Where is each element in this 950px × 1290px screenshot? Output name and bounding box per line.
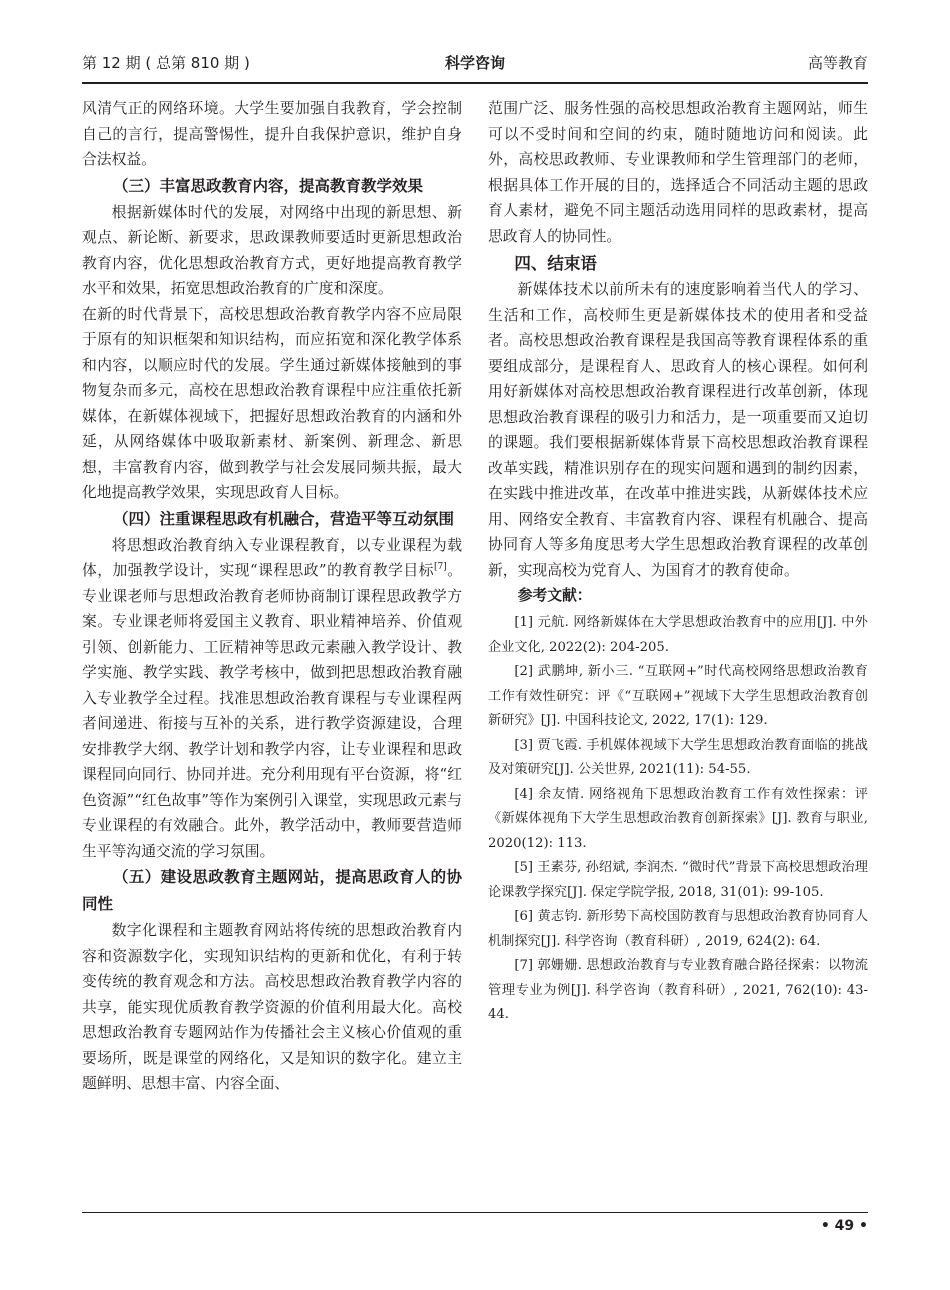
reference-list [488, 611, 868, 1028]
footer-rule [82, 1212, 868, 1213]
paragraph-text: 。专业课老师与思想政治教育老师协商制订课程思政教学方案。专业课老师将爱国主义教育、职业精神培养、价值观引领、创新能力、工匠精神等思政元素融入教学设计、教学实施、教学实践、教学考核中，做到把思想政治教育融入专业教学全过程。找准思想政治教育课程与专业课程两者间递进、衔接与互补的关系，进行教学资源建设，合理安排教学大纲、教学计划和教学内容，让专业课程和思政课程同向同行、协同并进。充分利用现有平台资源，将“红色资源”“红色故事”等作为案例引入课堂，实现思政元素与专业课程的有效融合。此外，教学活动中，教师要营造师生平等沟通交流的学习氛围。 [82, 562, 462, 860]
section-heading-3: （三）丰富思政教育内容，提高教育教学效果 [113, 176, 424, 195]
paragraph [82, 533, 462, 865]
section-heading-4: （四）注重课程思政有机融合，营造平等互动氛围 [113, 509, 455, 528]
running-header [82, 52, 868, 78]
citation-ref[interactable]: [7] [433, 562, 447, 573]
right-column [488, 96, 868, 1028]
reference-item: [2] 武鹏坤, 新小三. “互联网+”时代高校网络思想政治教育工作有效性研究：评《“互联网+”视域下大学生思想政治教育创新研究》[J]. 中国科技论文, 2022, 17(1): 129. [488, 664, 868, 728]
reference-item: [3] 贾飞霞. 手机媒体视域下大学生思想政治教育面临的挑战及对策研究[J]. 公关世界, 2021(11): 54-55. [488, 737, 868, 777]
paragraph: 新媒体技术以前所未有的速度影响着当代人的学习、生活和工作，高校师生更是新媒体技术的使用者和受益者。高校思想政治教育课程是我国高等教育课程体系的重要组成部分，是课程育人、思政育人的核心课程。如何利用好新媒体对高校思想政治教育课程进行改革创新，体现思想政治教育课程的吸引力和活力，是一项重要而又迫切的课题。我们要根据新媒体背景下高校思想政治教育课程改革实践，精准识别存在的现实问题和遇到的制约因素，在实践中推进改革，在改革中推进实践，从新媒体技术应用、网络安全教育、丰富教育内容、课程有机融合、提高协同育人等多角度思考大学生思想政治教育课程的改革创新，实现高校为党育人、为国育才的教育使命。 [488, 281, 868, 579]
section-name: 高等教育 [807, 54, 868, 72]
issue-number: 第 12 期 ( 总第 810 期 ) [82, 54, 250, 72]
paragraph: 根据新媒体时代的发展，对网络中出现的新思想、新观点、新论断、新要求，思政课教师要适时更新思想政治教育内容，优化思想政治教育方式，更好地提高教育教学水平和效果，拓宽思想政治教育的广度和深度。 [82, 203, 462, 297]
paragraph: 在新的时代背景下，高校思想政治教育教学内容不应局限于原有的知识框架和知识结构，而应拓宽和深化教学体系和内容，以顺应时代的发展。学生通过新媒体接触到的事物复杂而多元，高校在思想政治教育课程中应注重依托新媒体，在新媒体视域下，把握好思想政治教育的内涵和外延，从网络媒体中吸取新素材、新案例、新理念、新思想，丰富教育内容，做到教学与社会发展同频共振，最大化地提高教学效果，实现思政育人目标。 [82, 305, 462, 501]
paragraph-text: 将思想政治教育纳入专业课程教育，以专业课程为载体，加强教学设计，实现“课程思政”的教育教学目标 [82, 536, 462, 579]
header-rule [82, 82, 868, 84]
reference-item: [1] 元航. 网络新媒体在大学思想政治教育中的应用[J]. 中外企业文化, 2022(2): 204-205. [488, 615, 868, 655]
section-heading-5: （五）建设思政教育主题网站，提高思政育人的协同性 [82, 868, 462, 913]
reference-item: [7] 郭姗姗. 思想政治教育与专业教育融合路径探索：以物流管理专业为例[J]. 科学咨询（教育科研）, 2021, 762(10): 43-44. [488, 958, 868, 1022]
reference-item: [4] 余友情. 网络视角下思想政治教育工作有效性探索：评《新媒体视角下大学生思想政治教育创新探索》[J]. 教育与职业, 2020(12): 113. [488, 786, 868, 851]
reference-item: [6] 黄志钧. 新形势下高校国防教育与思想政治教育协同育人机制探究[J]. 科学咨询（教育科研）, 2019, 624(2): 64. [488, 909, 868, 949]
conclusion-heading: 四、结束语 [514, 254, 597, 273]
reference-item: [5] 王素芬, 孙绍斌, 李润杰. “微时代”背景下高校思想政治理论课教学探究[J]. 保定学院学报, 2018, 31(01): 99-105. [488, 860, 868, 900]
references-heading: 参考文献： [517, 587, 592, 604]
page-number: • 49 • [820, 1218, 868, 1234]
paragraph: 范围广泛、服务性强的高校思想政治教育主题网站，师生可以不受时间和空间的约束，随时随地访问和阅读。此外，高校思政教师、专业课教师和学生管理部门的老师，根据具体工作开展的目的，选择适合不同活动主题的思政育人素材，避免不同主题活动选用同样的思政素材，提高思政育人的协同性。 [488, 100, 868, 245]
paragraph: 数字化课程和主题教育网站将传统的思想政治教育内容和资源数字化，实现知识结构的更新和优化，有利于转变传统的教育观念和方法。高校思想政治教育教学内容的共享，能实现优质教育教学资源的价值利用最大化。高校思想政治教育专题网站作为传播社会主义核心价值观的重要场所，既是课堂的网络化，又是知识的数字化。建立主题鲜明、思想丰富、内容全面、 [82, 922, 462, 1092]
paragraph: 风清气正的网络环境。大学生要加强自我教育，学会控制自己的言行，提高警惕性，提升自我保护意识，维护自身合法权益。 [82, 100, 462, 168]
left-column [82, 96, 462, 1097]
journal-title: 科学咨询 [444, 54, 505, 72]
